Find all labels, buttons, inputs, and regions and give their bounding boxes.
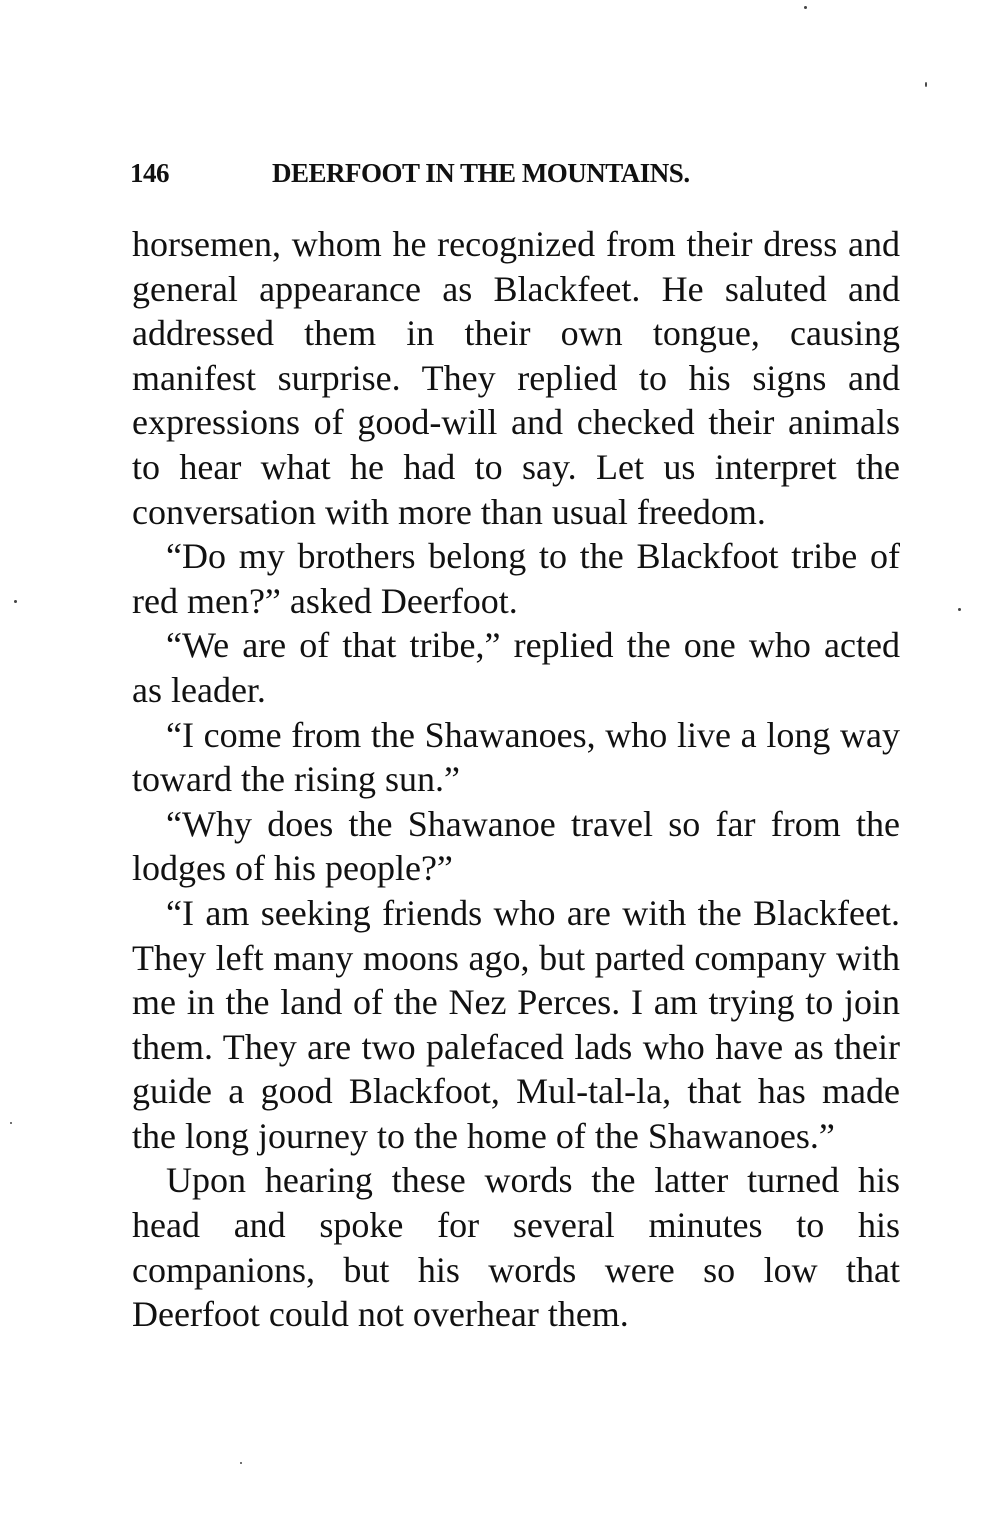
scan-speck <box>925 82 927 87</box>
body-text <box>132 222 900 1337</box>
page-number: 146 <box>130 158 169 188</box>
scan-speck <box>240 1462 242 1464</box>
running-head <box>130 158 900 198</box>
paragraph: “We are of that tribe,” replied the one who acted as leader. <box>132 625 900 710</box>
paragraph: “I come from the Shawanoes, who live a long way toward the rising sun.” <box>132 714 900 800</box>
scan-speck <box>10 1122 12 1124</box>
running-title: DEERFOOT IN THE MOUNTAINS. <box>272 158 690 188</box>
paragraph: “Why does the Shawanoe travel so far from the lodges of his people?” <box>132 803 900 889</box>
scan-speck <box>14 600 17 603</box>
paragraph: “Do my brothers belong to the Blackfoot tribe of red men?” asked Deerfoot. <box>132 536 900 621</box>
paragraph: Upon hearing these words the latter turned his head and spoke for several minutes to his companions, but his words were so low that Deerfoot could not overhear them. <box>132 1160 900 1335</box>
scan-speck <box>958 608 961 611</box>
paragraph: horsemen, whom he recognized from their dress and general appearance as Blackfeet. He saluted and addressed them in their own tongue, causing manifest surprise. They replied to his signs and expressions of good-will and checked their animals to hear what he had to say. Let us interpret the conversation with more than usual freedom. <box>132 224 900 532</box>
scan-speck <box>804 6 807 9</box>
paragraph: “I am seeking friends who are with the Blackfeet. They left many moons ago, but parted company with me in the land of the Nez Perces. I am trying to join them. They are two palefaced lads who have as their guide a good Blackfoot, Mul-tal-la, that has made the long journey to the home of the Shawanoes.” <box>132 892 900 1156</box>
